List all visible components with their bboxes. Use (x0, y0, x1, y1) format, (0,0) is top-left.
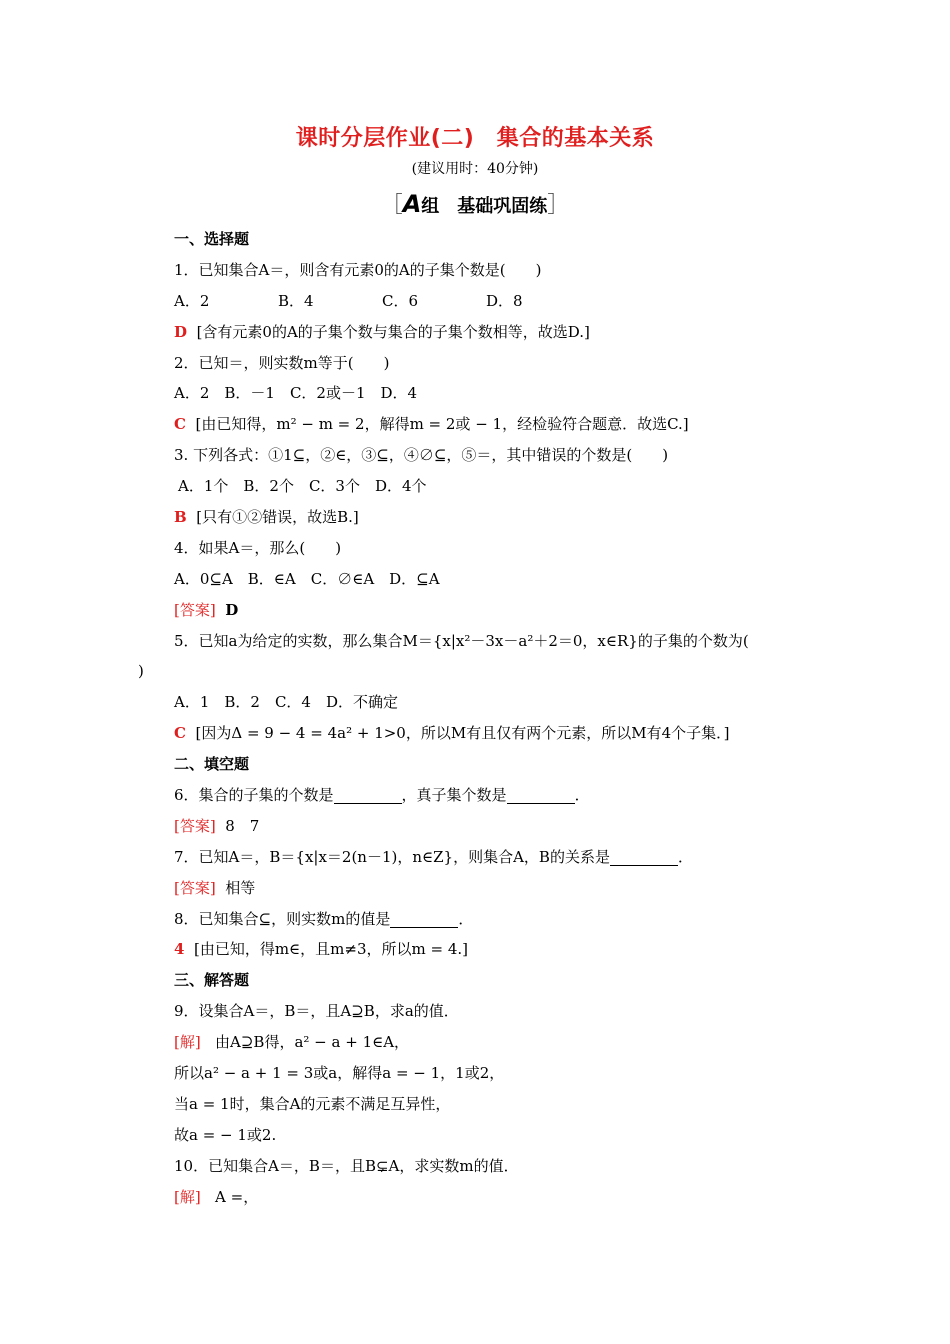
q8-stem (174, 904, 834, 935)
q9-solution-text-1: 由A⊇B得，a² − a + 1∈A， (215, 1033, 410, 1052)
q6-stem-part-a: 6．集合的子集的个数是 (174, 786, 334, 805)
q1-option-d: D．8 (486, 291, 523, 310)
q9-solution-line-4: 故a = − 1或2. (174, 1125, 277, 1144)
q9-solution-tag: [解] (174, 1033, 201, 1052)
q1-stem: 1．已知集合A＝，则含有元素0的A的子集个数是( ) (174, 260, 542, 279)
q2-answer-letter: C (174, 415, 186, 434)
q6-stem-part-c: ． (574, 786, 590, 805)
q8-answer (174, 934, 834, 965)
q1-option-b: B．4 (278, 291, 314, 310)
q10-stem: 10．已知集合A＝，B＝，且B⊊A，求实数m的值． (174, 1156, 519, 1175)
page-title: 课时分层作业(二) 集合的基本关系 (295, 126, 655, 151)
q6-blank-1 (334, 785, 402, 804)
q5-explanation: [因为Δ = 9 − 4 = 4a² + 1>0，所以M有且仅有两个元素，所以M有4个子集．] (195, 724, 730, 743)
q1-explanation: [含有元素0的A的子集个数与集合的子集个数相等，故选D.] (196, 322, 590, 341)
q6-answer-value: 8 7 (225, 816, 260, 835)
q9-solution-line-3: 当a = 1时，集合A的元素不满足互异性， (174, 1094, 451, 1113)
q4-answer-tag: [答案] (174, 600, 216, 619)
q6-stem (174, 780, 834, 811)
q2-answer (174, 409, 834, 440)
q2-options: A．2 B．－1 C．2或－1 D．4 (174, 384, 418, 403)
q6-stem-part-b: ，真子集个数是 (401, 786, 507, 805)
q4-stem: 4．如果A＝，那么( ) (174, 538, 342, 557)
q8-answer-value: 4 (174, 940, 185, 959)
q5-stem-continued: ) (138, 662, 144, 681)
q1-answer-letter: D (174, 322, 188, 341)
q8-stem-part-b: ． (458, 909, 474, 928)
section-solve: 三、解答题 (174, 971, 250, 990)
group-bracket-right: ］ (547, 193, 570, 218)
q5-options: A．1 B．2 C．4 D．不确定 (174, 693, 398, 712)
q7-stem-part-a: 7．已知A＝，B＝{x|x＝2(n－1)，n∈Z}，则集合A，B的关系是 (174, 847, 610, 866)
q1-option-a: A．2 (174, 291, 210, 310)
q3-explanation: [只有①②错误，故选B.] (196, 508, 359, 527)
q10-solution-line-1 (174, 1182, 834, 1213)
group-label: 组 基础巩固练 (421, 196, 548, 217)
section-choice: 一、选择题 (174, 230, 250, 248)
q8-blank (390, 909, 458, 928)
q3-answer (174, 502, 834, 533)
q10-solution-tag: [解] (174, 1187, 201, 1206)
q5-answer (174, 718, 834, 749)
q7-blank (610, 847, 678, 866)
q7-answer-tag: [答案] (174, 878, 216, 897)
section-fill: 二、填空题 (174, 755, 250, 774)
q3-options: A．1个 B．2个 C．3个 D．4个 (178, 477, 427, 496)
q8-stem-part-a: 8．已知集合⊆，则实数m的值是 (174, 909, 391, 928)
q3-stem: 3. 下列各式：①1⊆，②∈，③⊆，④∅⊆，⑤＝，其中错误的个数是( ) (174, 446, 669, 465)
q2-stem: 2．已知＝，则实数m等于( ) (174, 353, 390, 372)
q9-solution-line-1 (174, 1027, 834, 1058)
q1-answer (174, 317, 834, 348)
q4-answer-value: D (225, 600, 239, 619)
group-heading (0, 188, 950, 219)
q2-explanation: [由已知得，m² − m = 2，解得m = 2或 − 1，经检验符合题意．故选C.] (195, 415, 689, 434)
q7-stem-part-b: ． (677, 847, 693, 866)
group-letter: A (402, 190, 422, 218)
q6-answer (174, 811, 834, 842)
q3-answer-letter: B (174, 508, 187, 527)
q10-solution-text: A =， (215, 1187, 259, 1206)
q4-options: A．0⊆A B．∈A C．∅∈A D．⊆A (174, 569, 440, 588)
time-suggestion: (建议用时：40分钟) (411, 161, 539, 177)
q5-answer-letter: C (174, 724, 186, 743)
q7-answer-value: 相等 (225, 878, 256, 897)
q7-answer (174, 873, 834, 904)
q1-options (174, 286, 834, 317)
q9-solution-line-2: 所以a² − a + 1 = 3或a，解得a = − 1，1或2， (174, 1064, 505, 1083)
q6-answer-tag: [答案] (174, 816, 216, 835)
q4-answer (174, 595, 834, 626)
q9-stem: 9．设集合A＝，B＝，且A⊇B，求a的值． (174, 1002, 459, 1021)
q1-option-c: C．6 (382, 291, 419, 310)
q5-stem: 5．已知a为给定的实数，那么集合M＝{x|x²－3x－a²＋2＝0，x∈R}的子集的个数为( (174, 631, 749, 650)
exercise-content (138, 224, 834, 1213)
q7-stem (174, 842, 834, 873)
q8-explanation: [由已知，得m∈，且m≠3，所以m = 4.] (193, 940, 468, 959)
group-bracket-left: ［ (380, 193, 403, 218)
q6-blank-2 (507, 785, 575, 804)
